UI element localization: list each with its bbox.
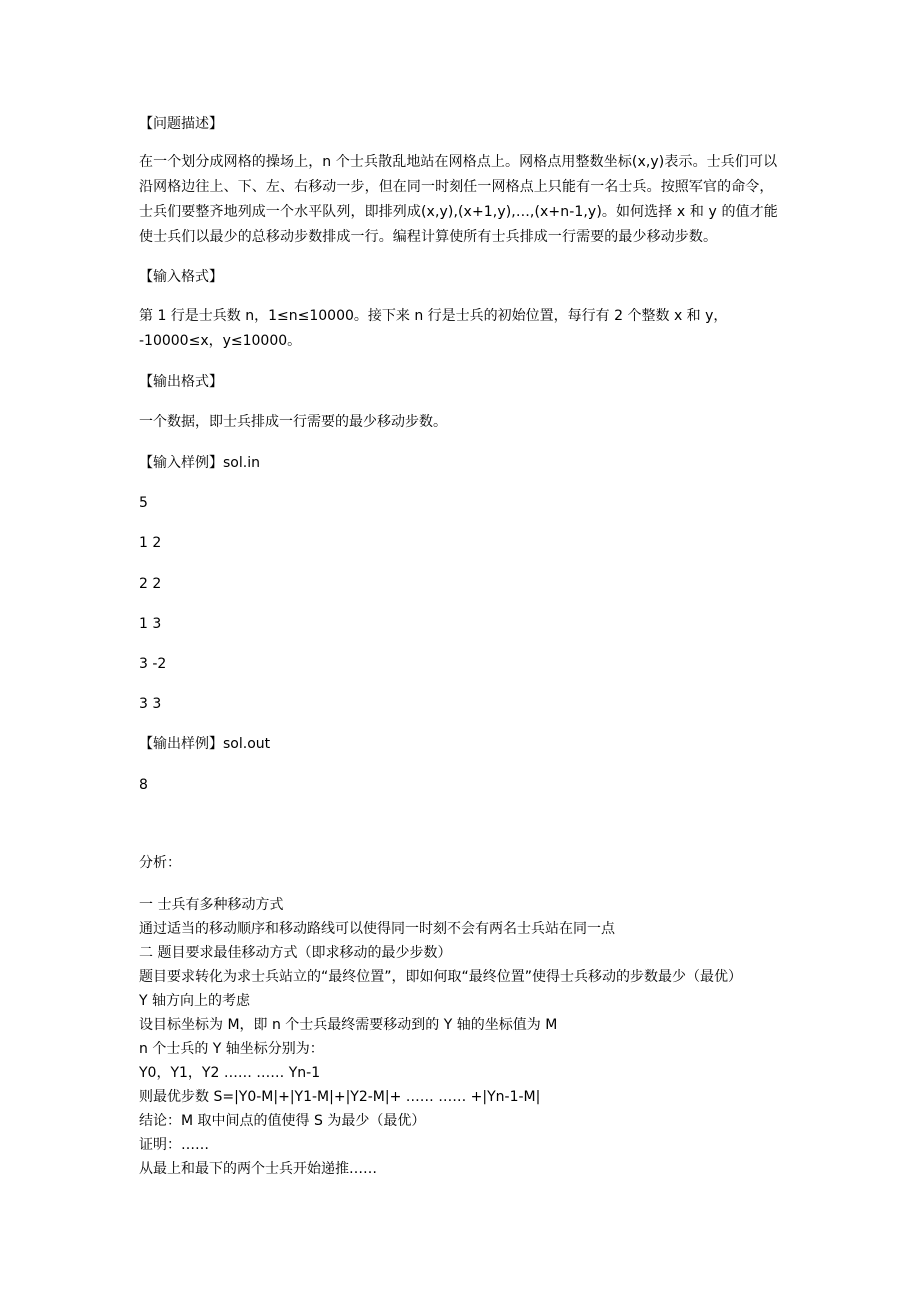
sample-input-line: 2 2 — [139, 576, 162, 592]
output-format-text: 一个数据，即士兵排成一行需要的最少移动步数。 — [139, 414, 447, 430]
problem-heading: 【问题描述】 — [139, 116, 223, 132]
analysis-line: Y 轴方向上的考虑 — [139, 993, 251, 1009]
analysis-line: 设目标坐标为 M，即 n 个士兵最终需要移动到的 Y 轴的坐标值为 M — [139, 1017, 558, 1033]
input-format-line-1: 第 1 行是士兵数 n，1≤n≤10000。接下来 n 行是士兵的初始位置，每行有 2 个整数 x 和 y， — [139, 308, 728, 324]
sample-input-line: 3 3 — [139, 696, 162, 712]
sample-output-heading: 【输出样例】sol.out — [139, 736, 271, 752]
analysis-line: 证明：…… — [139, 1137, 209, 1153]
analysis-line: 结论：M 取中间点的值使得 S 为最少（最优） — [139, 1113, 426, 1129]
input-format-line-2: -10000≤x，y≤10000。 — [139, 333, 302, 349]
output-format-heading: 【输出格式】 — [139, 374, 223, 390]
analysis-line: n 个士兵的 Y 轴坐标分别为： — [139, 1041, 324, 1057]
analysis-line: 题目要求转化为求士兵站立的“最终位置”，即如何取“最终位置”使得士兵移动的步数最少（最优） — [139, 969, 743, 985]
sample-input-line: 3 -2 — [139, 656, 167, 672]
analysis-line: 从最上和最下的两个士兵开始递推…… — [139, 1161, 377, 1177]
sample-input-line: 5 — [139, 495, 148, 511]
input-format-heading: 【输入格式】 — [139, 269, 223, 285]
analysis-line: 则最优步数 S=|Y0-M|+|Y1-M|+|Y2-M|+ …… …… +|Yn-1-M| — [139, 1089, 541, 1105]
sample-input-line: 1 2 — [139, 535, 162, 551]
problem-paragraph: 在一个划分成网格的操场上，n 个士兵散乱地站在网格点上。网格点用整数坐标(x,y)表示。士兵们可以沿网格边往上、下、左、右移动一步，但在同一时刻任一网格点上只能有一名士兵。按照军官的命令，士兵们要整齐地列成一个水平队列，即排列成(x,y),(x+1,y),…,(x+n-1,y)。如何选择 x 和 y 的值才能使士兵们以最少的总移动步数排成一行。编程计算使所有士兵排成一行需要的最少移动步数。 — [139, 154, 778, 245]
analysis-line: Y0，Y1，Y2 …… …… Yn-1 — [139, 1065, 321, 1081]
analysis-heading: 分析： — [139, 855, 181, 871]
sample-output-value: 8 — [139, 777, 148, 793]
analysis-line: 通过适当的移动顺序和移动路线可以使得同一时刻不会有两名士兵站在同一点 — [139, 921, 615, 937]
analysis-line: 一 士兵有多种移动方式 — [139, 897, 284, 913]
sample-input-line: 1 3 — [139, 616, 162, 632]
sample-input-heading: 【输入样例】sol.in — [139, 455, 260, 471]
analysis-line: 二 题目要求最佳移动方式（即求移动的最少步数） — [139, 945, 452, 961]
